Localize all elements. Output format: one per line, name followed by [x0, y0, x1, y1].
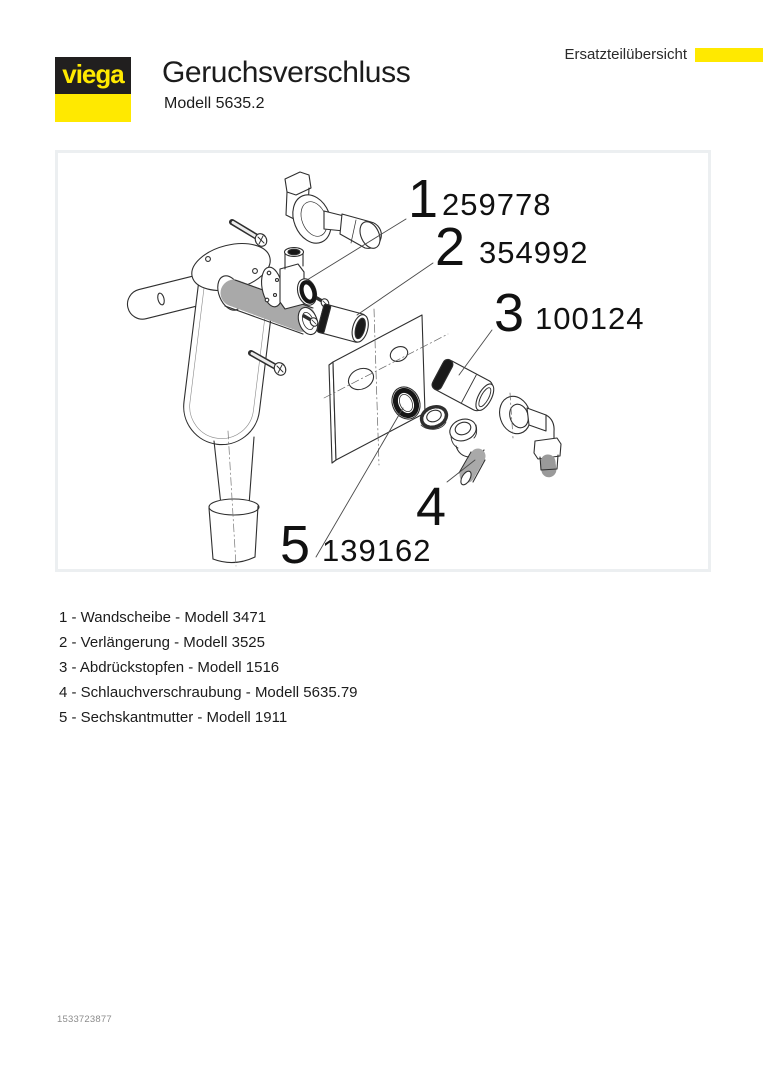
legend-item-3: 3 - Abdrückstopfen - Modell 1516: [59, 659, 280, 676]
outlet-pipe-figure: [209, 431, 259, 566]
callout-index-3: 3: [494, 283, 525, 343]
callout-index-2: 2: [435, 217, 466, 277]
legend-item-4: 4 - Schlauchverschraubung - Modell 5635.79: [59, 684, 358, 701]
trap-body-figure: [179, 236, 278, 449]
callout-part-1: 259778: [442, 187, 552, 222]
callout-index-5: 5: [280, 515, 311, 569]
callout-index-4: 4: [416, 477, 447, 537]
corner-header: [0, 46, 763, 63]
hose-elbow-figure: [447, 416, 485, 487]
corner-label: Ersatzteilübersicht: [564, 46, 687, 63]
extension-figure: [317, 304, 371, 345]
document-number: 1533723877: [57, 1014, 112, 1025]
viega-logo-yellow-box: [55, 94, 131, 122]
parts-legend: [59, 605, 358, 730]
callout-part-3: 100124: [535, 301, 645, 336]
legend-item-1: 1 - Wandscheibe - Modell 3471: [59, 609, 267, 626]
viega-logo: [55, 57, 131, 122]
valve-figure: [285, 172, 384, 251]
exploded-diagram: [58, 153, 708, 569]
callout-index-1: 1: [408, 169, 439, 229]
page-title: Geruchsverschluss: [162, 56, 411, 89]
exploded-diagram-panel: [55, 150, 711, 572]
viega-logo-text: viega: [62, 59, 124, 89]
corner-yellow-bar: [695, 48, 763, 62]
legend-item-2: 2 - Verlängerung - Modell 3525: [59, 634, 265, 651]
wall-elbow-figure: [495, 392, 561, 471]
legend-item-5: 5 - Sechskantmutter - Modell 1911: [59, 709, 288, 726]
callout-part-5: 139162: [322, 533, 432, 568]
callout-part-2: 354992: [479, 235, 589, 270]
model-subtitle: Modell 5635.2: [164, 95, 265, 112]
